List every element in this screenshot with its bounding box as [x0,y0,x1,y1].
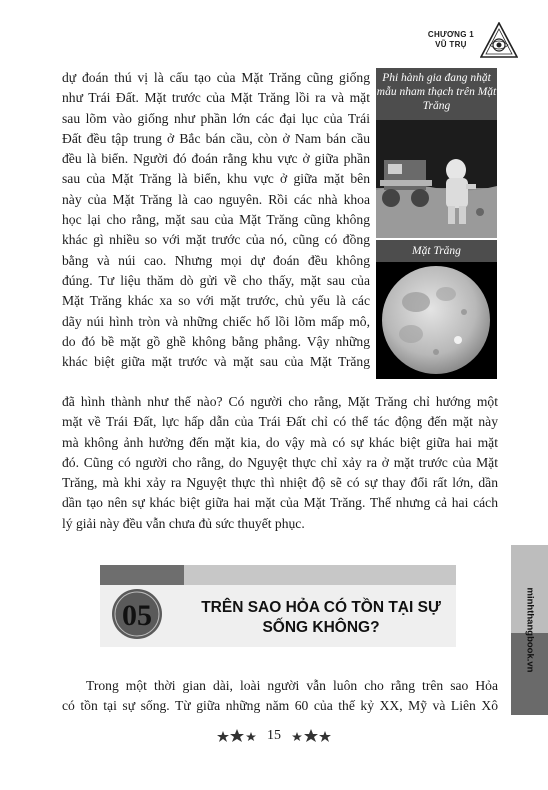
star-ornament-left-icon [217,729,257,743]
text-line: Trong một thời gian dài, loài người vẫn luôn cho rằng trên sao Hỏa [86,678,498,693]
section-title-line-2: SỐNG KHÔNG? [262,619,380,636]
section-title [190,598,452,638]
text-line: Đất đều tập trung ở Bắc bán cầu, còn ở Nam bán cầu [62,130,370,146]
side-tab-website [511,545,548,715]
paragraph-1-column [62,68,370,372]
text-line: đã hình thành như thế nào? Có người cho rằng, Mặt Trăng chỉ hướng một [62,394,498,409]
photo-caption-astronaut: Phi hành gia đang nhặt mẫu nham thạch trên Mặt Trăng [376,68,497,120]
text-line: mặt về Trái Đất, lực hấp dẫn của Trái Đất chỉ có thể tác động đến mặt này [62,414,498,430]
text-line: đó. Cũng có người cho rằng, do Nguyệt thực chỉ xảy ra ở mặt trước của Mặt [62,454,498,470]
photo-caption-moon: Mặt Trăng [376,240,497,262]
section-header-bar [100,565,456,585]
section-title-line-1: TRÊN SAO HỎA CÓ TỒN TẠI SỰ [201,599,441,616]
text-line: do đó bề mặt gồ ghề không bằng phẳng. Vậy những [62,333,370,349]
text-line: đều là biển. Người đó đoán rằng khu vực ở giữa phần [62,151,370,167]
page-number: 15 [267,728,281,743]
text-line: Mặt Trăng khác xa so với mặt trước, chủ yếu là các [62,293,370,309]
astronaut-photo [376,120,497,238]
text-line: này của Mặt Trăng là cao nguyên. Rồi các nhà khoa [62,191,370,207]
section-number: 05 [122,599,152,632]
chapter-title: VŨ TRỤ [435,40,467,49]
text-line: sau lõm vào giống như phần lớn các đại lục của Trái [62,110,370,126]
text-line: có tồn tại sự sống. Từ giữa những năm 60 của thế kỷ XX, Mỹ và Liên Xô [62,698,498,714]
page-footer [0,728,548,744]
chapter-header [428,22,518,58]
paragraph-1-full [62,392,498,534]
chapter-label [428,30,474,50]
section-number-badge [108,585,166,647]
star-ornament-right-icon [291,729,331,743]
text-line: như Trái Đất. Mặt trước của Mặt Trăng lồi ra và mặt [62,90,370,106]
website-label: minhthangbook.vn [524,587,535,673]
text-line: Trăng, mà khi xảy ra Nguyệt thực thì nhiệt độ sẽ có sự thay đổi rất lớn, dần [62,475,498,491]
text-line: học lại cho rằng, mặt sau của Mặt Trăng cũng không [62,212,370,228]
text-line: đúng. Tư liệu thăm dò gửi về cho thấy, mặt sau của [62,272,370,288]
text-line: dần tạo nên sự khác biệt giữa hai mặt của Mặt Trăng. Thế nhưng cả hai cách [62,495,498,511]
paragraph-2 [62,676,498,717]
text-line: khác gì nhiều so với mặt trước của nó, cũng có đồng [62,232,370,248]
text-line: dự đoán thú vị là cấu tạo của Mặt Trăng cũng giống [62,70,370,85]
text-line: bằng và núi cao. Nhưng mọi dự đoán đều không [62,252,370,268]
text-line: khác biệt giữa mặt trước và mặt sau của Mặt Trăng [62,354,370,370]
text-line: lý giải này đều vẫn chưa đủ sức thuyết phục. [62,515,305,531]
text-line: dãy núi hình tròn và những chiếc hố lồi lõm mấp mô, [62,313,370,329]
moon-photo [376,262,497,379]
text-line: sau của Mặt Trăng là biển, khu vực ở giữa mặt bên [62,171,370,187]
text-line: mà không ảnh hưởng đến mặt kia, do vậy mà có sự khác biệt giữa hai mặt [62,434,498,450]
chapter-number: CHƯƠNG 1 [427,30,474,39]
triangle-eye-logo-icon [480,22,518,58]
